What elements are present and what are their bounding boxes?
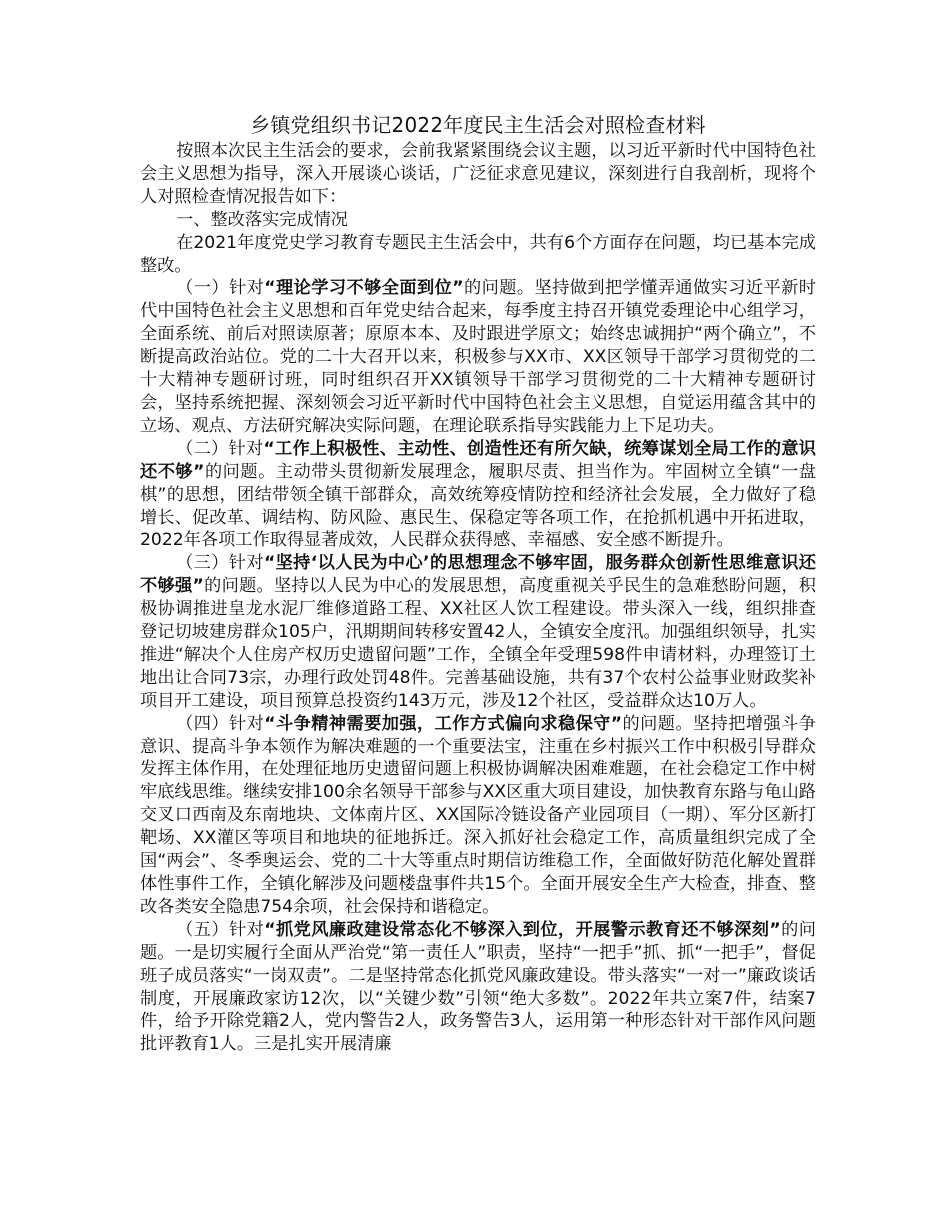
document-title: 乡镇党组织书记2022年度民主生活会对照检查材料 [250,113,706,137]
item-body: 的问题。坚持以人民为中心的发展思想，高度重视关乎民生的急难愁盼问题，积极协调推进皇龙水泥厂维修道路工程、XX社区人饮工程建设。带头深入一线，组织排查登记切坡建房群众105户，汛期期间转移安置42人，全镇安全度汛。加强组织领导，扎实推进“解决个人住房产权历史遗留问题”工作，全镇全年受理598件申请材料，办理签订土地出让合同73宗，办理行政处罚48件。完善基础设施，共有37个农村公益事业财政奖补项目开工建设，项目预算总投资约143万元，涉及12个社区，受益群众达10万人。 [140,576,816,711]
section-summary-paragraph: 在2021年度党史学习教育专题民主生活会中，共有6个方面存在问题，均已基本完成整改。 [140,232,816,276]
item-issue-title: “坚持‘以人民为中心’的思想理念不够牢固，服务群众创新性思维意识还不够强” [140,553,816,597]
item-paragraph-2 [140,438,816,553]
item-issue-title: “斗争精神需要加强，工作方式偏向求稳保守” [264,713,623,734]
item-prefix: （三）针对 [176,553,264,574]
item-issue-title: “工作上积极性、主动性、创造性还有所欠缺，统筹谋划全局工作的意识还不够” [140,438,816,482]
item-paragraph-1 [140,277,816,437]
item-body: 的问题。主动带头贯彻新发展理念，履职尽责、担当作为。牢固树立全镇“一盘棋”的思想，团结带领全镇干部群众，高效统筹疫情防控和经济社会发展，全力做好了稳增长、促改革、调结构、防风险、惠民生、保稳定等各项工作，在抢抓机遇中开拓进取，2022年各项工作取得显著成效，人民群众获得感、幸福感、安全感不断提升。 [140,461,816,551]
item-body: 的问题。坚持把增强斗争意识、提高斗争本领作为解决难题的一个重要法宝，注重在乡村振兴工作中积极引导群众发挥主体作用，在处理征地历史遗留问题上积极协调解决困难难题，在社会稳定工作中树牢底线思维。继续安排100余名领导干部参与XX区重大项目建设，加快教育东路与龟山路交叉口西南及东南地块、文体南片区、XX国际冷链设备产业园项目（一期）、军分区新打靶场、XX灌区等项目和地块的征地拆迁。深入抓好社会稳定工作，高质量组织完成了全国“两会”、冬季奥运会、党的二十大等重点时期信访维稳工作，全面做好防范化解处置群体性事件工作，全镇化解涉及问题楼盘事件共15个。全面开展安全生产大检查，排查、整改各类安全隐患754余项，社会保持和谐稳定。 [140,713,816,917]
item-paragraph-5 [140,919,816,1056]
item-issue-title: “理论学习不够全面到位” [264,278,464,299]
intro-paragraph: 按照本次民主生活会的要求，会前我紧紧围绕会议主题，以习近平新时代中国特色社会主义思想为指导，深入开展谈心谈话，广泛征求意见建议，深刻进行自我剖析，现将个人对照检查情况报告如下： [140,141,816,207]
item-paragraph-3 [140,552,816,712]
item-issue-title: “抓党风廉政建设常态化不够深入到位，开展警示教育还不够深刻” [264,919,781,940]
item-paragraph-4 [140,713,816,919]
document-page [140,112,816,1056]
item-prefix: （一）针对 [176,278,265,299]
item-prefix: （四）针对 [176,713,265,734]
item-body: 的问题。一是切实履行全面从严治党“第一责任人”职责，坚持“一把手”抓、抓“一把手”，督促班子成员落实“一岗双责”。二是坚持常态化抓党风廉政建设。带头落实“一对一”廉政谈话制度，开展廉政家访12次，以“关键少数”引领“绝大多数”。2022年共立案7件，结案7件，给予开除党籍2人，党内警告2人，政务警告3人，运用第一种形态针对干部作风问题批评教育1人。三是扎实开展清廉 [140,919,816,1055]
item-prefix: （二）针对 [176,438,264,459]
section-heading: 一、整改落实完成情况 [176,209,348,230]
item-prefix: （五）针对 [176,919,265,940]
item-body: 的问题。坚持做到把学懂弄通做实习近平新时代中国特色社会主义思想和百年党史结合起来，每季度主持召开镇党委理论中心组学习，全面系统、前后对照读原著；原原本本、及时跟进学原文；始终忠诚拥护“两个确立”，不断提高政治站位。党的二十大召开以来，积极参与XX市、XX区领导干部学习贯彻党的二十大精神专题研讨班，同时组织召开XX镇领导干部学习贯彻党的二十大精神专题研讨会，坚持系统把握、深刻领会习近平新时代中国特色社会主义思想，自觉运用蕴含其中的立场、观点、方法研究解决实际问题，在理论联系指导实践能力上下足功夫。 [140,278,816,436]
